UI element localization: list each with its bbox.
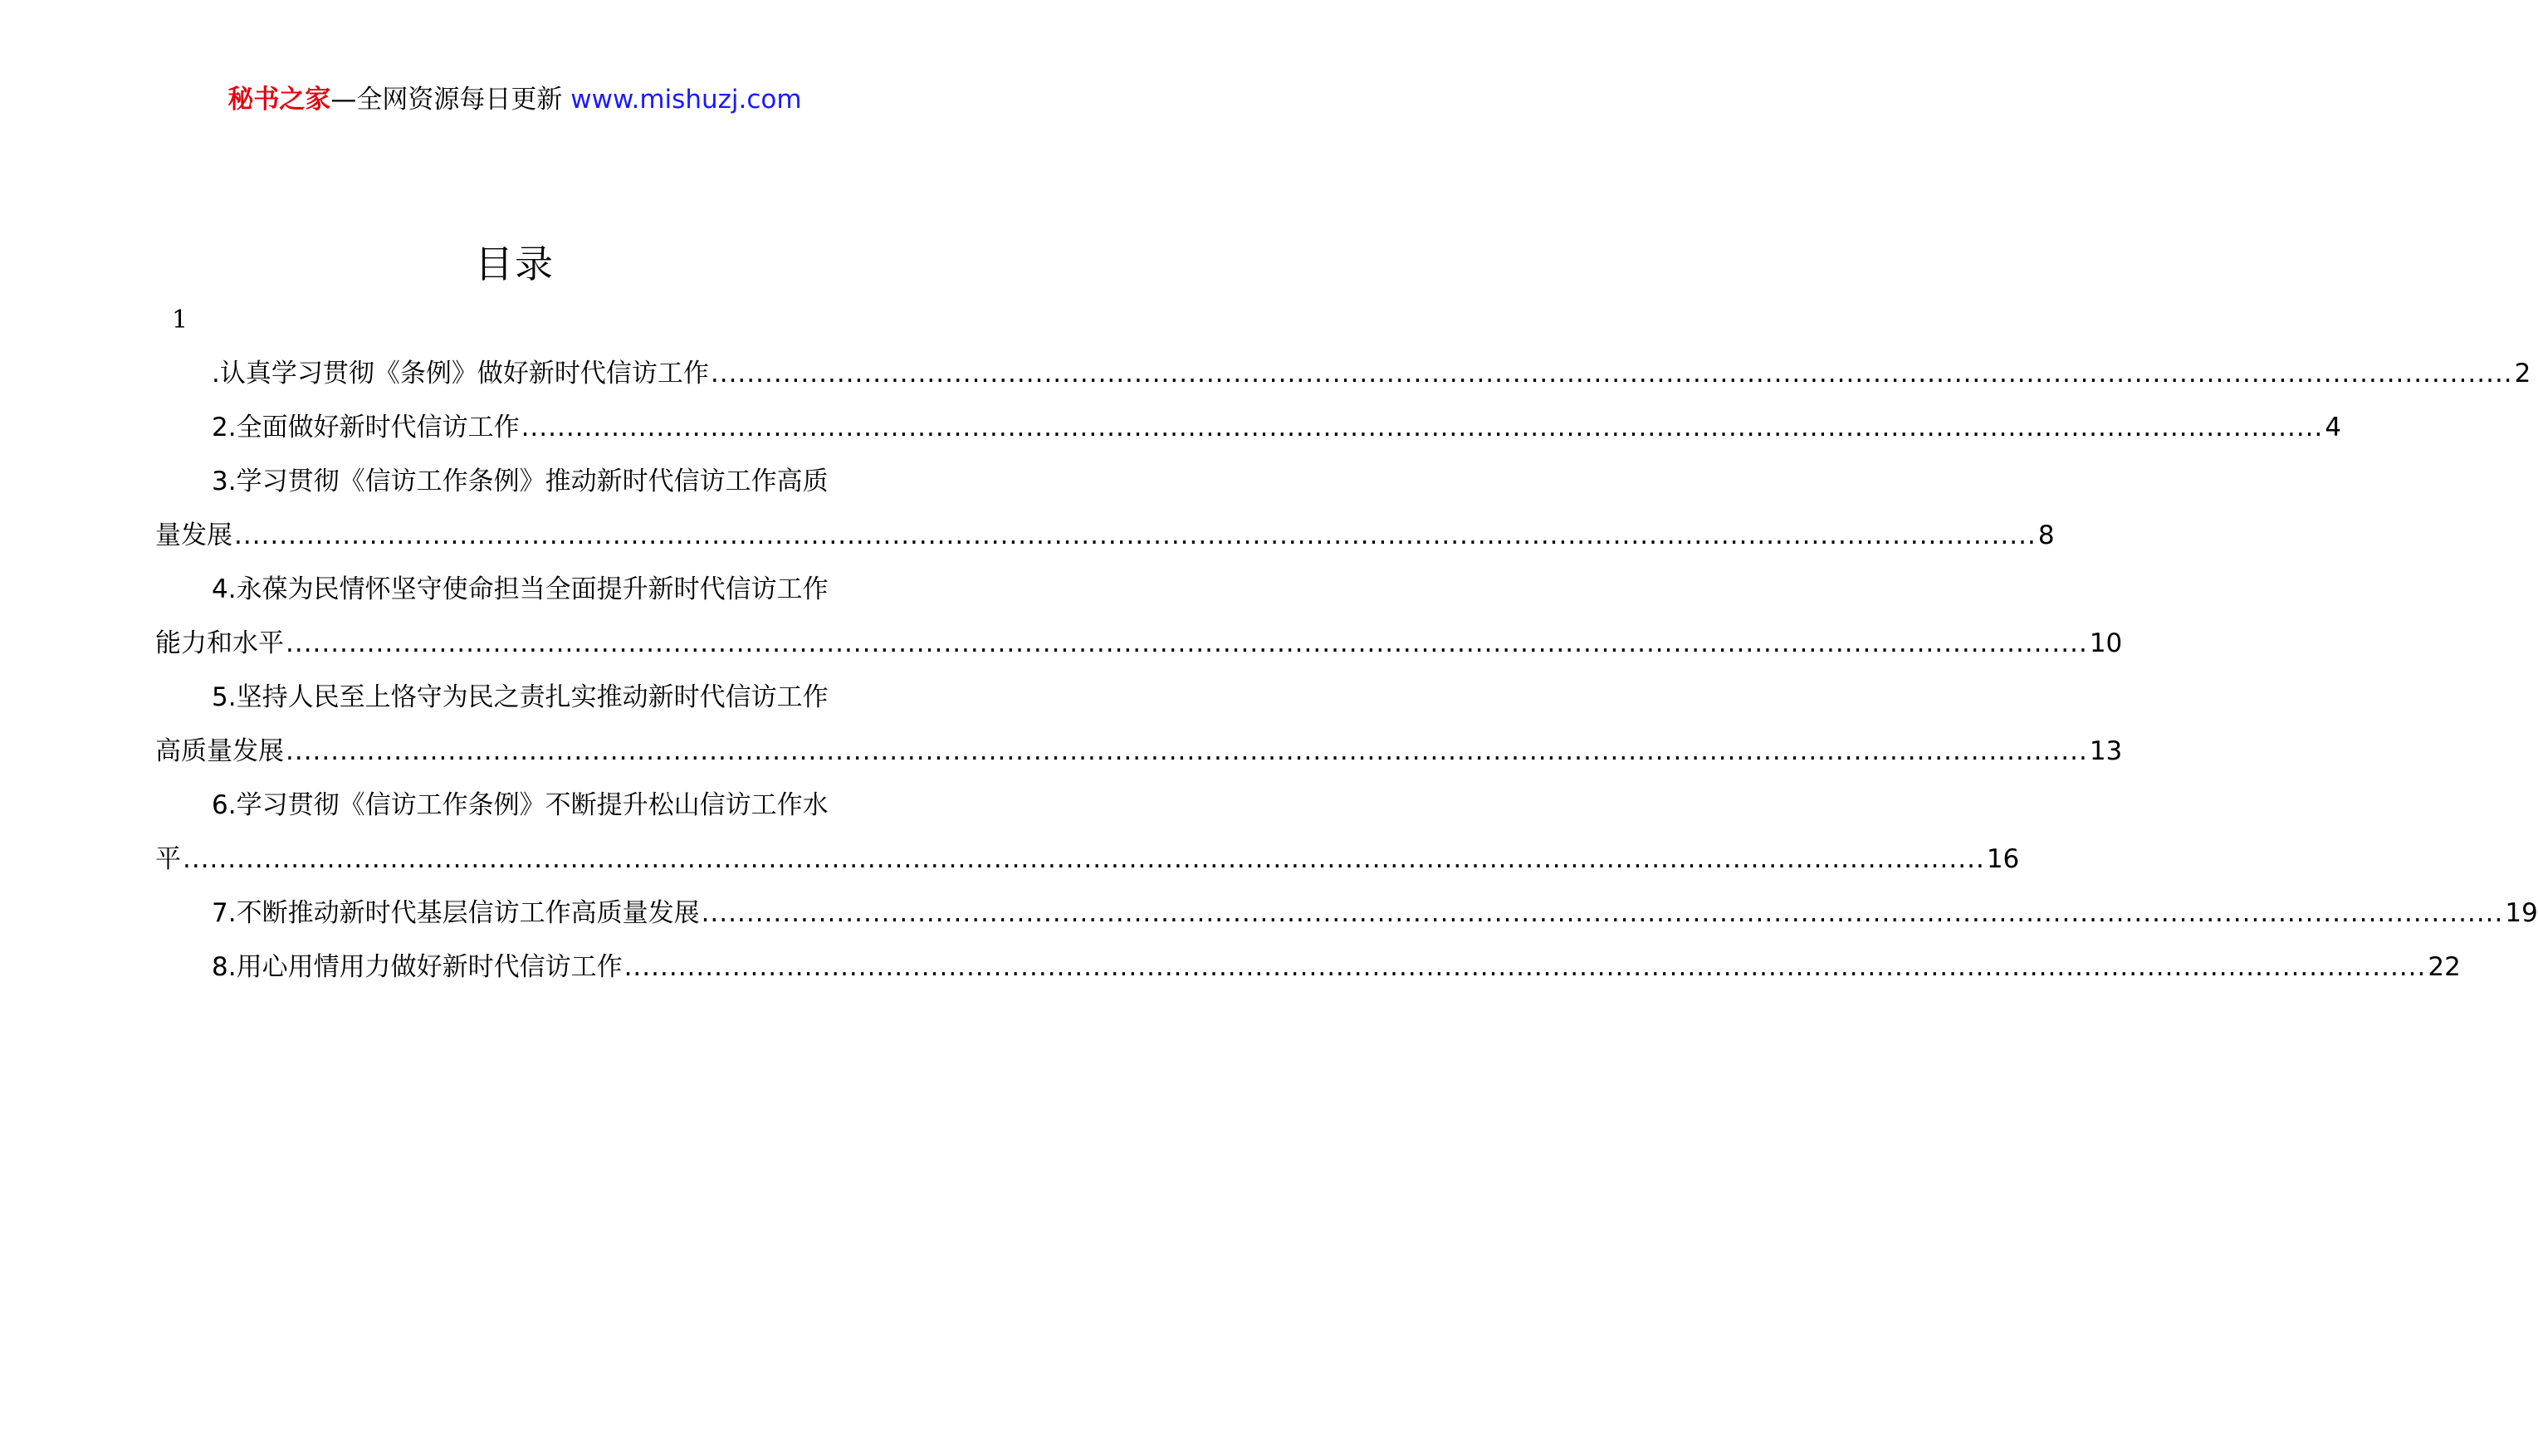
toc-entry-line[interactable] — [155, 671, 869, 725]
toc-entry-line[interactable] — [155, 833, 2020, 887]
toc-entry-text: 量发展 — [155, 520, 232, 550]
toc-leader-dots: ........................................................................................................................................................................................................ — [623, 952, 2427, 982]
toc-leader-dots: ........................................................................................................................................................................................................ — [521, 413, 2324, 442]
toc-entry-line[interactable] — [155, 347, 2531, 401]
toc-entry-text: 能力和水平 — [155, 628, 284, 658]
site-brand: 秘书之家 — [227, 85, 331, 115]
toc-entry-line[interactable] — [155, 509, 2055, 563]
toc-entry-line[interactable] — [155, 725, 2123, 779]
toc-entry-line[interactable] — [155, 401, 2342, 455]
toc-page-number: 22 — [2428, 952, 2461, 982]
toc-leader-dots: ........................................................................................................................................................................................................ — [286, 736, 2088, 766]
toc-page-number: 8 — [2037, 520, 2055, 550]
toc-leader-dots: ........................................................................................................................................................................................................ — [234, 520, 2037, 550]
toc-entry-line[interactable] — [155, 779, 869, 833]
table-of-contents — [155, 347, 2538, 994]
site-header — [0, 83, 1029, 116]
toc-entry-text: 5.坚持人民至上恪守为民之责扎实推动新时代信访工作 — [212, 682, 829, 712]
toc-entry-text: 3.学习贯彻《信访工作条例》推动新时代信访工作高质 — [212, 467, 829, 496]
toc-entry-line[interactable] — [155, 941, 2461, 994]
toc-leader-dots: ........................................................................................................................................................................................................ — [183, 844, 1985, 874]
toc-leader-dots: ........................................................................................................................................................................................................ — [286, 628, 2088, 658]
toc-page-number: 16 — [1986, 844, 2020, 874]
toc-entry-text: 8.用心用情用力做好新时代信访工作 — [212, 952, 623, 982]
toc-page-number: 2 — [2514, 359, 2531, 388]
toc-page-number: 4 — [2325, 413, 2342, 442]
toc-entry-text: 6.学习贯彻《信访工作条例》不断提升松山信访工作水 — [212, 790, 829, 820]
toc-page-number: 19 — [2505, 898, 2538, 928]
toc-entry-line[interactable] — [155, 563, 869, 617]
toc-entry-text: 7.不断推动新时代基层信访工作高质量发展 — [212, 898, 700, 928]
toc-leader-dots: ........................................................................................................................................................................................................ — [710, 359, 2513, 388]
toc-entry-text: 高质量发展 — [155, 736, 284, 766]
toc-page-number: 13 — [2089, 736, 2123, 766]
toc-leader-dots: ........................................................................................................................................................................................................ — [701, 898, 2504, 928]
toc-entry-text: 4.永葆为民情怀坚守使命担当全面提升新时代信访工作 — [212, 574, 829, 604]
toc-entry-line[interactable] — [155, 455, 869, 509]
site-slogan: —全网资源每日更新 — [330, 85, 571, 115]
page-title: 目录 — [475, 242, 555, 286]
toc-entry-line[interactable] — [155, 887, 2538, 941]
toc-entry-text: 2.全面做好新时代信访工作 — [212, 413, 520, 442]
toc-entry-text: 平 — [155, 844, 181, 874]
stray-number: 1 — [172, 305, 188, 335]
toc-entry-line[interactable] — [155, 617, 2123, 671]
toc-entry-text: .认真学习贯彻《条例》做好新时代信访工作 — [212, 359, 709, 388]
toc-page-number: 10 — [2089, 628, 2123, 658]
site-url[interactable]: www.mishuzj.com — [570, 85, 802, 115]
